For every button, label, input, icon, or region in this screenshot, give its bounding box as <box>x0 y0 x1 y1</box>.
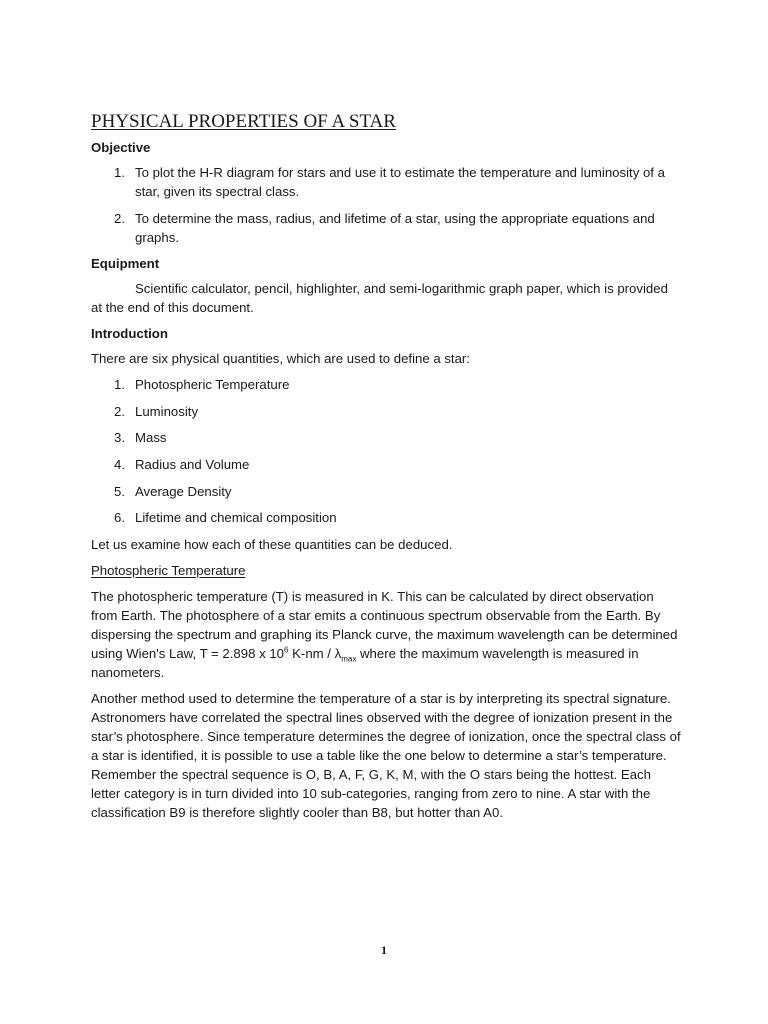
objective-heading: Objective <box>91 140 151 155</box>
equipment-text: Scientific calculator, pencil, highlighter, and semi-logarithmic graph paper, which is provided at the end of this document. <box>91 281 668 315</box>
list-item <box>91 402 681 421</box>
list-item <box>91 508 681 527</box>
list-item-text: To determine the mass, radius, and lifetime of a star, using the appropriate equations and graphs. <box>135 210 655 245</box>
paragraph-text: The photospheric temperature (T) is measured in K. This can be calculated by direct observation from Earth. The photosphere of a star emits a continuous spectrum observable from the Earth. By dispersing the spectrum and graphing its Planck curve, the maximum wavelength can be determined using Wien's Law, T = 2.898 x 10 <box>91 589 678 662</box>
list-number: 2. <box>114 210 125 226</box>
objective-list <box>91 163 681 247</box>
list-number: 4. <box>114 457 125 473</box>
list-number: 1. <box>114 165 125 180</box>
list-item <box>91 375 681 394</box>
document-title: PHYSICAL PROPERTIES OF A STAR <box>91 111 396 132</box>
list-number: 3. <box>114 430 125 446</box>
list-item-text: Luminosity <box>135 403 199 419</box>
introduction-closing: Let us examine how each of these quantities can be deduced. <box>91 537 453 553</box>
list-number: 2. <box>114 403 125 419</box>
quantities-list <box>91 375 681 527</box>
list-item-text: To plot the H-R diagram for stars and use it to estimate the temperature and luminosity of a star, given its spectral class. <box>135 165 665 199</box>
list-number: 5. <box>114 483 125 499</box>
list-item <box>91 163 681 201</box>
list-item-text: Average Density <box>135 483 232 499</box>
introduction-lead: There are six physical quantities, which are used to define a star: <box>91 351 470 366</box>
photospheric-paragraph-1 <box>91 587 681 682</box>
introduction-heading: Introduction <box>91 326 168 341</box>
paragraph-text: K-nm / λ <box>288 646 342 662</box>
list-item <box>91 428 681 447</box>
list-number: 6. <box>114 510 125 526</box>
list-item <box>91 455 681 474</box>
equipment-heading: Equipment <box>91 256 160 271</box>
list-number: 1. <box>114 377 125 392</box>
list-item <box>91 482 681 501</box>
list-item-text: Mass <box>135 430 167 446</box>
list-item <box>91 209 681 247</box>
exponent: 6 <box>284 645 289 655</box>
paragraph-text: where the maximum wavelength is measured in nanometers. <box>91 646 639 681</box>
page-number: 1 <box>381 943 387 957</box>
photospheric-temperature-heading: Photospheric Temperature <box>91 563 246 579</box>
subscript: max <box>341 654 357 664</box>
list-item-text: Photospheric Temperature <box>135 377 290 392</box>
list-item-text: Lifetime and chemical composition <box>135 510 337 526</box>
document-body <box>91 111 681 829</box>
photospheric-paragraph-2: Another method used to determine the temperature of a star is by interpreting its spectral signature. Astronomers have correlated the spectral lines observed with the degree of ionization present in the star’s photosphere. Since temperature determines the degree of ionization, once the spectral class of a star is identified, it is possible to use a table like the one below to determine a star’s temperature. Remember the spectral sequence is O, B, A, F, G, K, M, with the O stars being the hottest. Each letter category is in turn divided into 10 sub-categories, ranging from zero to nine. A star with the classification B9 is therefore slightly cooler than B8, but hotter than A0. <box>91 691 681 821</box>
list-item-text: Radius and Volume <box>135 457 250 473</box>
